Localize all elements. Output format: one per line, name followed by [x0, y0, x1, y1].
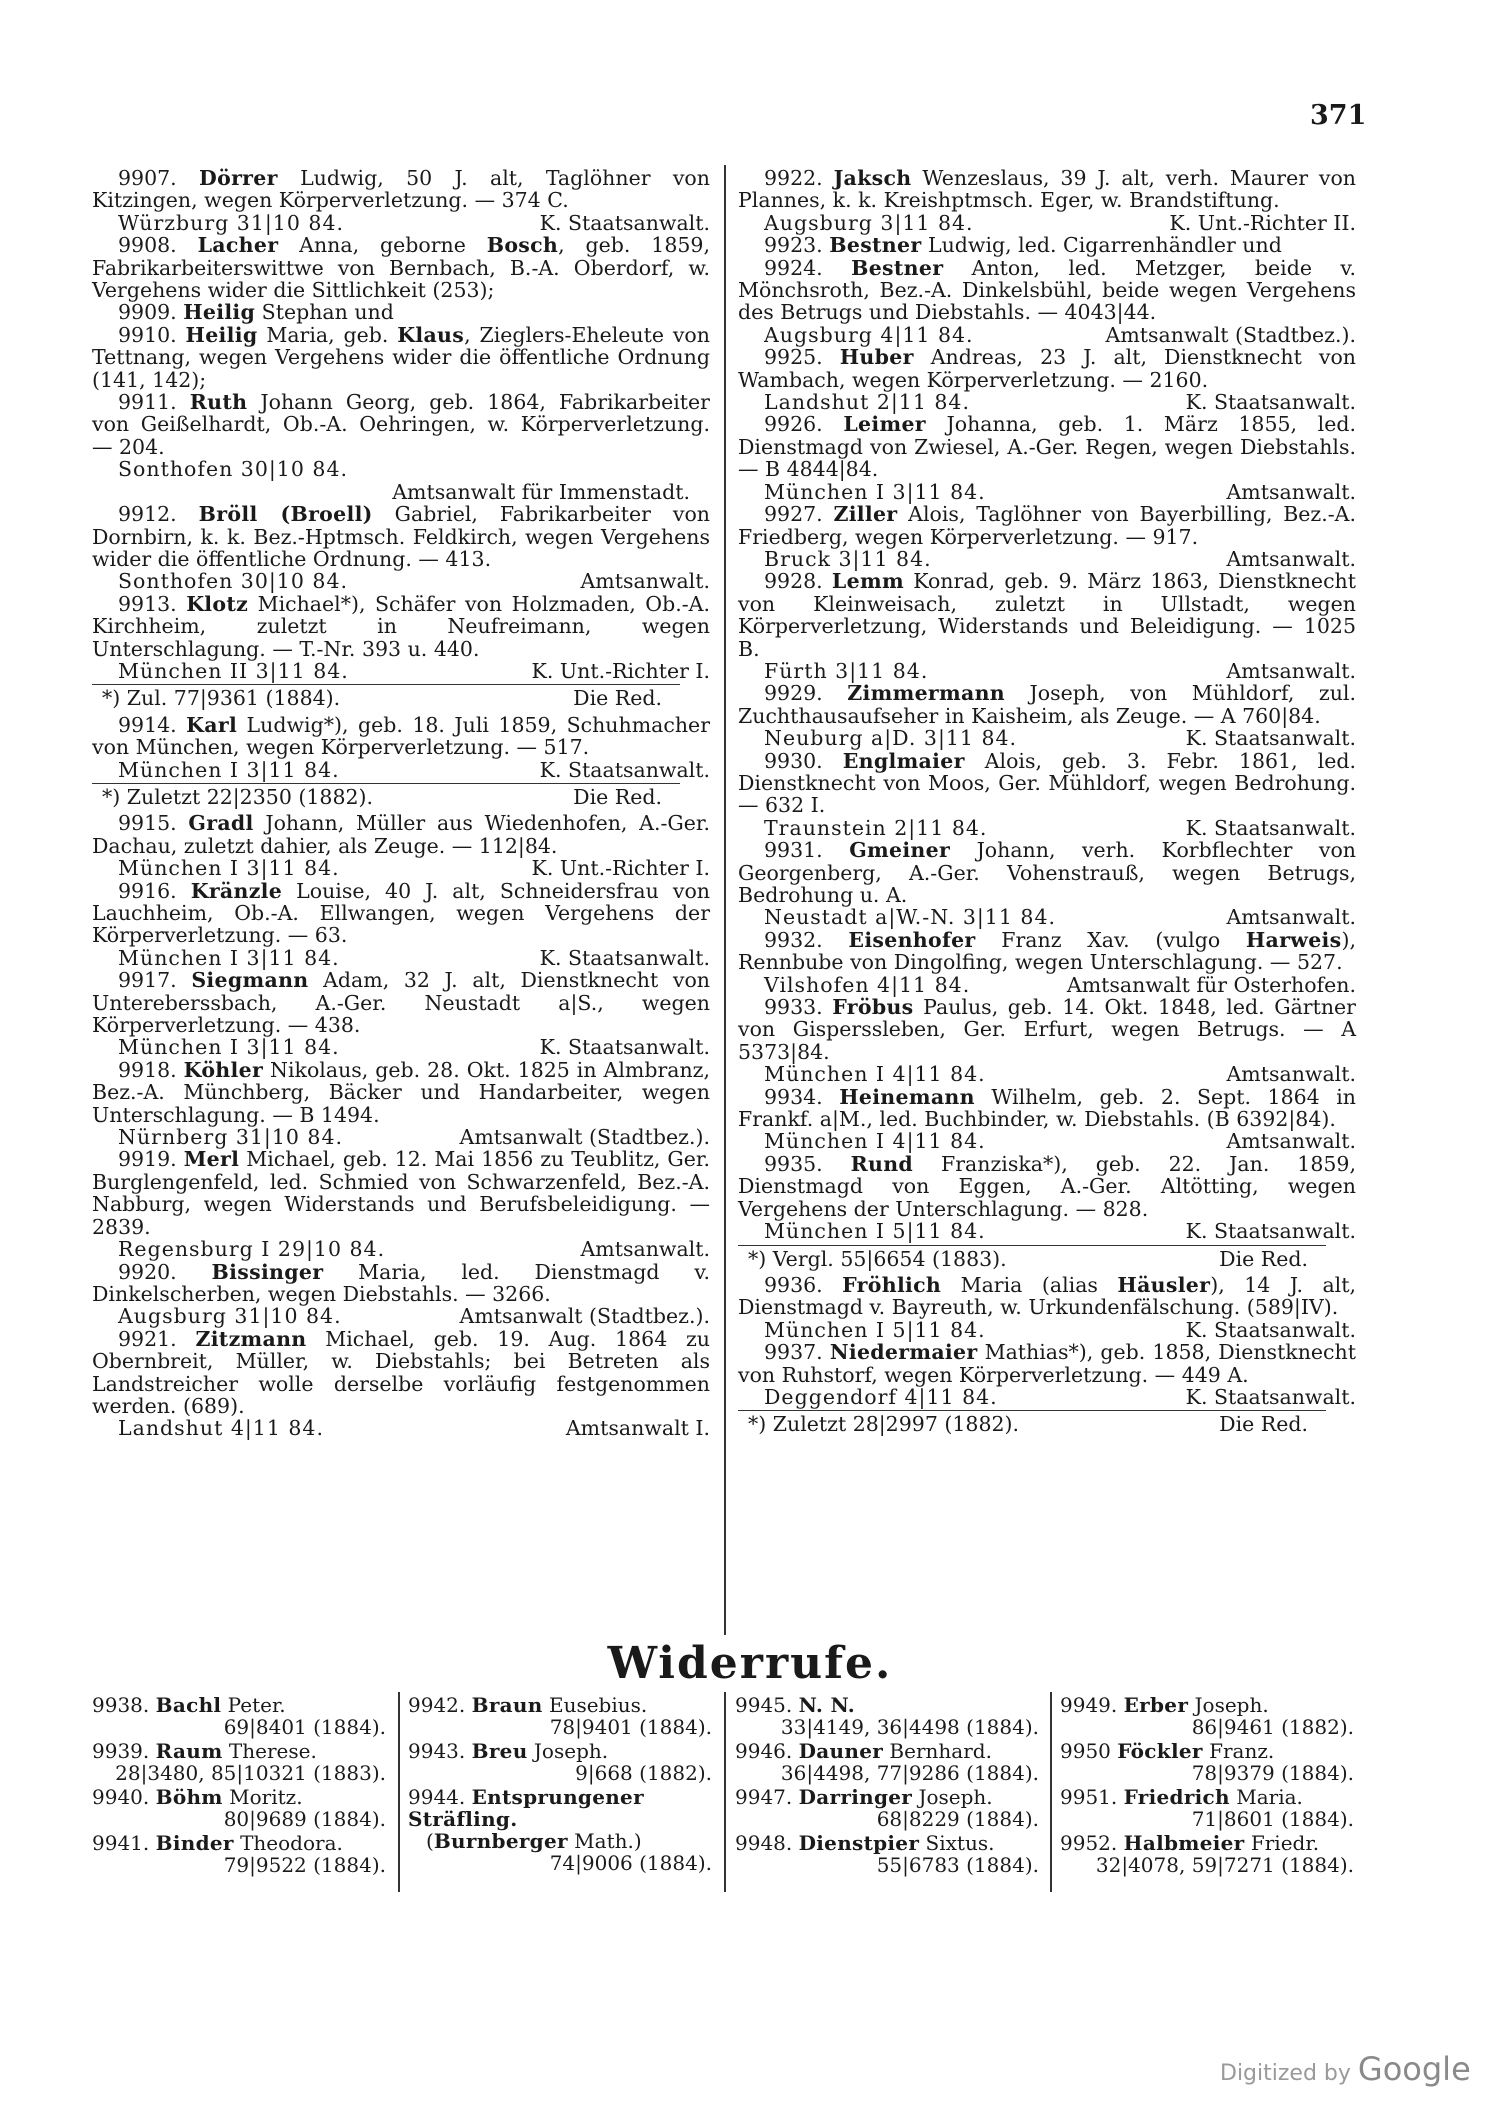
person-name: Darringer: [798, 1785, 913, 1809]
issuing-authority: [738, 1063, 1356, 1085]
person-name: Merl: [183, 1147, 240, 1172]
notice-text: 9935. Rund Franziska*), geb. 22. Jan. 1859, Dienstmagd von Eggen, A.-Ger. Altötting, wegen Vergehens der Unterschlagung. — 828.: [738, 1151, 1356, 1221]
revocation-line: [735, 1786, 1045, 1808]
notice-entry: [92, 880, 710, 970]
revocation-number: 9945.: [735, 1693, 799, 1717]
given-name: Friedr.: [1244, 1831, 1320, 1855]
issuing-authority: [738, 481, 1356, 503]
court-office: K. Staatsanwalt.: [1185, 1384, 1356, 1409]
revocation-item: [1060, 1740, 1360, 1784]
court-place: Traunstein 2|11 84.: [764, 815, 988, 840]
court-office: Amtsanwalt.: [1226, 546, 1356, 571]
revocation-item: [735, 1832, 1045, 1876]
footnote-source: Die Red.: [573, 686, 662, 711]
revocation-column: [1060, 1694, 1360, 1878]
person-name: Englmaier: [842, 748, 965, 773]
gazette-reference: 86|9461 (1882).: [1191, 1715, 1354, 1739]
revocation-number: 9940.: [92, 1785, 156, 1809]
issuing-authority: [738, 1319, 1356, 1341]
court-office: Amtsanwalt.: [1226, 658, 1356, 683]
notice-text: 9932. Eisenhofer Franz Xav. (vulgo Harweis), Rennbube von Dingolfing, wegen Unterschlagung. — 527.: [738, 927, 1356, 975]
page-number: 371: [1310, 100, 1367, 131]
court-office: Amtsanwalt.: [1226, 479, 1356, 504]
given-name: Bernhard.: [883, 1739, 992, 1763]
left-column: [92, 167, 710, 1440]
notice-entry: [738, 167, 1356, 234]
given-name: Maria.: [1229, 1785, 1303, 1809]
given-name: Franz.: [1202, 1739, 1275, 1763]
court-place: München I 3|11 84.: [118, 757, 340, 782]
revocation-line: [735, 1694, 1045, 1716]
revocation-line: [1060, 1786, 1360, 1808]
issuing-authority: [92, 1126, 710, 1148]
revocation-number: 9952.: [1060, 1831, 1124, 1855]
notice-text: 9933. Fröbus Paulus, geb. 14. Okt. 1848, led. Gärtner von Gisperssleben, Ger. Erfurt, wegen Betrugs. — A 5373|84.: [738, 995, 1356, 1064]
revocation-number: 9943.: [408, 1739, 472, 1763]
court-office: Amtsanwalt.: [1226, 905, 1356, 930]
revocation-item: [1060, 1694, 1360, 1738]
notice-text: 9930. Englmaier Alois, geb. 3. Febr. 1861, led. Dienstknecht von Moos, Ger. Mühldorf, wegen Bedrohung. — 632 I.: [738, 748, 1356, 818]
column-divider: [724, 165, 726, 1635]
court-office: Amtsanwalt (Stadtbez.).: [1105, 322, 1356, 347]
notice-entry: [92, 1328, 710, 1440]
person-name: Braun: [471, 1693, 543, 1717]
notice-text: 9934. Heinemann Wilhelm, geb. 2. Sept. 1864 in Frankf. a|M., led. Buchbinder, w. Diebstahls. (B 6392|84).: [738, 1084, 1356, 1132]
court-place: Fürth 3|11 84.: [764, 658, 929, 683]
revocation-number: 9939.: [92, 1739, 156, 1763]
person-name: Leimer: [843, 412, 926, 437]
revocation-line: [92, 1786, 392, 1808]
revocation-divider: [398, 1692, 400, 1892]
person-name: Heilig: [185, 322, 258, 347]
person-name: Heilig: [183, 300, 256, 325]
notice-text: 9920. Bissinger Maria, led. Dienstmagd v. Dinkelscherben, wegen Diebstahls. — 3266.: [92, 1259, 710, 1306]
notice-entry: [738, 413, 1356, 503]
court-office: Amtsanwalt.: [1226, 1062, 1356, 1087]
court-place: Bruck 3|11 84.: [764, 546, 932, 571]
notice-text: 9909. Heilig Stephan und: [118, 300, 394, 325]
notice-text: 9927. Ziller Alois, Taglöhner von Bayerbilling, Bez.-A. Friedberg, wegen Körperverletzung. — 917.: [738, 502, 1356, 549]
revocation-line: [408, 1694, 718, 1716]
footnote-source: Die Red.: [573, 784, 662, 809]
alias-given: Math.: [567, 1829, 634, 1853]
revocation-item: [735, 1694, 1045, 1738]
revocation-item: [735, 1740, 1045, 1784]
revocation-line: [408, 1786, 718, 1830]
gazette-reference: 80|9689 (1884).: [223, 1807, 386, 1831]
issuing-authority: [92, 1036, 710, 1058]
court-office: Amtsanwalt.: [580, 1237, 710, 1262]
revocation-item: [92, 1786, 392, 1830]
court-place: München I 5|11 84.: [764, 1317, 986, 1342]
notice-text: 9925. Huber Andreas, 23 J. alt, Dienstknecht von Wambach, wegen Körperverletzung. — 2160.: [738, 345, 1356, 392]
gazette-reference: 79|9522 (1884).: [223, 1853, 386, 1877]
notice-text: 9910. Heilig Maria, geb. Klaus, Zieglers-Eheleute von Tettnang, wegen Vergehens wider die öffentliche Ordnung (141, 142);: [92, 322, 710, 392]
person-name: Böhm: [155, 1785, 223, 1809]
footnote-text: *) Zuletzt 22|2350 (1882).: [102, 784, 374, 809]
issuing-authority: [92, 570, 710, 592]
notice-text: 9915. Gradl Johann, Müller aus Wiedenhofen, A.-Ger. Dachau, zuletzt dahier, als Zeuge. — 112|84.: [92, 811, 710, 858]
person-name: Zimmermann: [847, 681, 1005, 706]
revocation-line: [735, 1740, 1045, 1762]
notice-entry: [738, 1274, 1356, 1341]
gazette-reference: 69|8401 (1884).: [223, 1715, 386, 1739]
person-name: Fröbus: [832, 995, 914, 1020]
person-name: Bachl: [155, 1693, 222, 1717]
footnote-text: *) Zul. 77|9361 (1884).: [102, 686, 341, 711]
revocation-divider: [1050, 1692, 1052, 1892]
notice-text: 9926. Leimer Johanna, geb. 1. März 1855, led. Dienstmagd von Zwiesel, A.-Ger. Regen, wegen Diebstahls. — B 4844|84.: [738, 412, 1356, 482]
footnote-text: *) Zuletzt 28|2997 (1882).: [748, 1412, 1020, 1437]
court-office: K. Unt.-Richter I.: [531, 856, 710, 881]
issuing-authority: [738, 1386, 1356, 1408]
court-place: München I 4|11 84.: [764, 1062, 986, 1087]
given-name: Joseph.: [527, 1739, 609, 1763]
revocation-item: [92, 1694, 392, 1738]
person-name: Dienstpier: [798, 1831, 920, 1855]
court-place: Deggendorf 4|11 84.: [764, 1384, 998, 1409]
revocation-line: [92, 1740, 392, 1762]
person-name: Friedrich: [1123, 1785, 1230, 1809]
notice-entry: [92, 301, 710, 323]
notice-text: 9937. Niedermaier Mathias*), geb. 1858, Dienstknecht von Ruhstorf, wegen Körperverletzung. — 449 A.: [738, 1340, 1356, 1387]
court-place: München II 3|11 84.: [118, 658, 349, 683]
given-name: Eusebius.: [542, 1693, 648, 1717]
court-place: Augsburg 31|10 84.: [118, 1304, 342, 1329]
person-name: Jaksch: [833, 166, 912, 190]
revocation-item: [92, 1740, 392, 1784]
person-name: Binder: [155, 1831, 234, 1855]
issuing-authority: [738, 727, 1356, 749]
court-place: Landshut 4|11 84.: [118, 1416, 324, 1441]
notice-entry: [738, 570, 1356, 682]
revocation-line: [92, 1832, 392, 1854]
issuing-authority: [738, 974, 1356, 996]
notice-entry: [738, 234, 1356, 256]
person-name: Entsprungener Sträfling.: [408, 1785, 644, 1831]
court-place: Augsburg 4|11 84.: [764, 322, 974, 347]
footnote-source: Die Red.: [1219, 1246, 1308, 1271]
issuing-authority: [738, 324, 1356, 346]
person-name: Bestner: [829, 233, 922, 258]
court-place: Neustadt a|W.-N. 3|11 84.: [764, 905, 1057, 930]
court-office: K. Staatsanwalt.: [539, 757, 710, 782]
court-place: Neuburg a|D. 3|11 84.: [764, 726, 1018, 751]
notice-entry: [92, 167, 710, 234]
person-name: Föckler: [1117, 1739, 1203, 1763]
court-place: Würzburg 31|10 84.: [118, 210, 345, 235]
editor-footnote: [92, 783, 680, 810]
notice-text: 9931. Gmeiner Johann, verh. Korbflechter von Georgenberg, A.-Ger. Vohenstrauß, wegen Betrugs, Bedrohung u. A.: [738, 838, 1356, 907]
person-name: Gmeiner: [849, 838, 951, 863]
revocation-number: 9948.: [735, 1831, 799, 1855]
issuing-authority: [92, 857, 710, 879]
footnote-text: *) Vergl. 55|6654 (1883).: [748, 1246, 1007, 1271]
court-place: Nürnberg 31|10 84.: [118, 1125, 344, 1150]
court-office: K. Staatsanwalt.: [539, 210, 710, 235]
person-name: Bosch: [486, 233, 559, 258]
revocation-line: [1060, 1694, 1360, 1716]
revocation-column: [92, 1694, 392, 1878]
revocation-column: [735, 1694, 1045, 1878]
revocation-line: [735, 1832, 1045, 1854]
notice-entry: [738, 1086, 1356, 1153]
revocation-line: [1060, 1832, 1360, 1854]
notice-entry: [92, 391, 710, 503]
issuing-authority: [92, 660, 710, 682]
person-name: Heinemann: [839, 1084, 975, 1109]
given-name: Moritz.: [222, 1785, 303, 1809]
court-place: Augsburg 3|11 84.: [764, 210, 974, 235]
court-place: München I 3|11 84.: [764, 479, 986, 504]
person-name: Bröll (Broell): [198, 502, 373, 527]
given-name: Peter.: [221, 1693, 286, 1717]
revocation-number: 9942.: [408, 1693, 472, 1717]
person-name: Eisenhofer: [848, 927, 976, 952]
given-name: Theodora.: [233, 1831, 343, 1855]
issuing-authority: [738, 1220, 1356, 1242]
notice-entry: [92, 1261, 710, 1328]
digitized-watermark: [1220, 2050, 1471, 2088]
issuing-authority: [92, 1238, 710, 1260]
person-name: Fröhlich: [842, 1272, 942, 1297]
issuing-authority: [92, 1417, 710, 1439]
issuing-authority: [738, 906, 1356, 928]
court-office: K. Staatsanwalt.: [1185, 390, 1356, 415]
notice-text: 9918. Köhler Nikolaus, geb. 28. Okt. 1825 in Almbranz, Bez.-A. Münchberg, Bäcker und Handarbeiter, wegen Unterschlagung. — B 1494.: [92, 1057, 710, 1127]
google-logo: Google: [1357, 2050, 1471, 2088]
revocation-number: 9951.: [1060, 1785, 1124, 1809]
gazette-reference: 32|4078, 59|7271 (1884).: [1095, 1853, 1354, 1877]
person-name: Klaus: [397, 322, 465, 347]
person-name: Rund: [850, 1151, 914, 1176]
person-name: N. N.: [798, 1693, 856, 1717]
court-place: Sonthofen 30|10 84.: [118, 569, 349, 594]
notice-text: 9912. Bröll (Broell) Gabriel, Fabrikarbeiter von Dornbirn, k. k. Bez.-Hptmsch. Feldkirch, wegen Vergehens wider die öffentliche Ordnung. — 413.: [92, 502, 710, 571]
notice-text: 9922. Jaksch Wenzeslaus, 39 J. alt, verh. Maurer von Plannes, k. k. Kreishptmsch. Eger, w. Brandstiftung.: [738, 166, 1356, 213]
notice-text: 9921. Zitzmann Michael, geb. 19. Aug. 1864 zu Obernbreit, Müller, w. Diebstahls; bei Betreten als Landstreicher wolle derselbe vorläufig festgenommen werden. (689).: [92, 1326, 710, 1418]
person-name: Zitzmann: [195, 1326, 307, 1351]
gazette-reference: 68|8229 (1884).: [876, 1807, 1039, 1831]
revocation-number: 9946.: [735, 1739, 799, 1763]
revocation-number: 9938.: [92, 1693, 156, 1717]
notice-entry: [92, 1148, 710, 1260]
notice-entry: [738, 682, 1356, 749]
gazette-reference: 71|8601 (1884).: [1191, 1807, 1354, 1831]
issuing-authority: [738, 1130, 1356, 1152]
revocation-item: [92, 1832, 392, 1876]
person-name: Halbmeier: [1123, 1831, 1245, 1855]
notice-text: 9907. Dörrer Ludwig, 50 J. alt, Taglöhner von Kitzingen, wegen Körperverletzung. — 374 C.: [92, 166, 710, 213]
revocation-item: [408, 1786, 718, 1874]
watermark-prefix: Digitized by: [1220, 2061, 1351, 2086]
person-name: Klotz: [186, 591, 249, 616]
court-office: K. Staatsanwalt.: [1185, 1219, 1356, 1244]
revocation-divider: [724, 1692, 726, 1892]
issuing-authority: [92, 1305, 710, 1327]
notice-text: 9916. Kränzle Louise, 40 J. alt, Schneidersfrau von Lauchheim, Ob.-A. Ellwangen, wegen Vergehens der Körperverletzung. — 63.: [92, 878, 710, 948]
given-name: Joseph.: [1188, 1693, 1269, 1717]
issuing-authority: [92, 458, 710, 503]
revocation-number: 9941.: [92, 1831, 156, 1855]
court-place: Vilshofen 4|11 84.: [764, 972, 971, 997]
notice-text: 9923. Bestner Ludwig, led. Cigarrenhändler und: [764, 233, 1282, 258]
gazette-reference: 9|668 (1882).: [575, 1761, 712, 1785]
court-place: München I 3|11 84.: [118, 856, 340, 881]
revocation-line: [92, 1694, 392, 1716]
revocation-alias: (Burnberger Math.): [426, 1829, 642, 1853]
person-name: Bissinger: [211, 1259, 324, 1284]
notice-entry: [738, 929, 1356, 996]
court-office: K. Staatsanwalt.: [1185, 726, 1356, 751]
person-name: Niedermaier: [829, 1340, 978, 1365]
revocation-line: [1060, 1740, 1360, 1762]
revocation-number: 9947.: [735, 1785, 799, 1809]
gazette-reference: 28|3480, 85|10321 (1883).: [115, 1761, 386, 1785]
issuing-authority: [738, 212, 1356, 234]
notice-entry: [738, 996, 1356, 1086]
court-office: Amtsanwalt für Osterhofen.: [1066, 972, 1356, 997]
notice-entry: [738, 839, 1356, 929]
revocation-column: [408, 1694, 718, 1876]
person-name: Lemm: [831, 569, 904, 594]
person-name: Ruth: [189, 390, 248, 415]
revocation-number: 9949.: [1060, 1693, 1124, 1717]
court-office: K. Staatsanwalt.: [539, 945, 710, 970]
court-place: München I 3|11 84.: [118, 1035, 340, 1060]
person-name: Raum: [155, 1739, 223, 1763]
court-office: K. Unt.-Richter II.: [1169, 210, 1356, 235]
court-office: K. Staatsanwalt.: [1185, 1317, 1356, 1342]
notice-entry: [92, 593, 710, 712]
alias-name: Burnberger: [433, 1829, 568, 1853]
notice-text: 9917. Siegmann Adam, 32 J. alt, Dienstknecht von Untereberssbach, A.-Ger. Neustadt a|S., wegen Körperverletzung. — 438.: [92, 968, 710, 1038]
issuing-authority: [92, 947, 710, 969]
issuing-authority: [92, 759, 710, 781]
notice-text: 9936. Fröhlich Maria (alias Häusler), 14 J. alt, Dienstmagd v. Bayreuth, w. Urkundenfälschung. (589|IV).: [738, 1272, 1356, 1320]
notice-entry: [738, 1153, 1356, 1272]
court-place: München I 5|11 84.: [764, 1219, 986, 1244]
court-place: München I 4|11 84.: [764, 1129, 986, 1154]
notice-text: 9929. Zimmermann Joseph, von Mühldorf, zul. Zuchthausaufseher in Kaisheim, als Zeuge. — A 760|84.: [738, 681, 1356, 728]
notice-entry: [738, 346, 1356, 413]
notice-entry: [92, 324, 710, 391]
notice-entry: [92, 1059, 710, 1149]
court-office: Amtsanwalt (Stadtbez.).: [459, 1125, 710, 1150]
notice-entry: [738, 257, 1356, 347]
editor-footnote: [738, 1410, 1326, 1437]
person-name: Ziller: [833, 502, 898, 527]
revocation-number: 9944.: [408, 1785, 472, 1809]
court-office: K. Staatsanwalt.: [539, 1035, 710, 1060]
notice-entry: [92, 714, 710, 811]
person-name: Kränzle: [190, 878, 283, 903]
editor-footnote: [738, 1245, 1326, 1272]
editor-footnote: [92, 684, 680, 711]
right-column: [738, 167, 1356, 1440]
gazette-reference: 78|9379 (1884).: [1191, 1761, 1354, 1785]
notice-text: 9913. Klotz Michael*), Schäfer von Holzmaden, Ob.-A. Kirchheim, zuletzt in Neufreimann, wegen Unterschlagung. — T.-Nr. 393 u. 440.: [92, 591, 710, 661]
court-place: München I 3|11 84.: [118, 945, 340, 970]
revocation-line: [408, 1740, 718, 1762]
person-name: Karl: [186, 712, 238, 737]
issuing-authority: [92, 212, 710, 234]
gazette-reference: 33|4149, 36|4498 (1884).: [780, 1715, 1039, 1739]
notice-entry: [92, 503, 710, 593]
person-name: Dauner: [798, 1739, 884, 1763]
court-office: K. Staatsanwalt.: [1185, 815, 1356, 840]
given-name: Joseph.: [912, 1785, 993, 1809]
gazette-reference: 55|6783 (1884).: [876, 1853, 1039, 1877]
court-office: Amtsanwalt I.: [565, 1416, 710, 1441]
revocation-number: 9950: [1060, 1739, 1118, 1763]
given-name: Sixtus.: [919, 1831, 995, 1855]
notice-text: 9908. Lacher Anna, geborne Bosch, geb. 1859, Fabrikarbeiterswittwe von Bernbach, B.-A. Oberdorf, w. Vergehens wider die Sittlichkeit (253);: [92, 233, 710, 303]
court-place: Regensburg I 29|10 84.: [118, 1237, 386, 1262]
person-name: Lacher: [197, 233, 279, 258]
issuing-authority: [738, 817, 1356, 839]
gazette-reference: 74|9006 (1884).: [549, 1851, 712, 1875]
person-name: Gradl: [188, 811, 254, 836]
notice-entry: [92, 234, 710, 301]
notice-text: 9924. Bestner Anton, led. Metzger, beide v. Mönchsroth, Bez.-A. Dinkelsbühl, beide wegen Vergehens des Betrugs und Diebstahls. — 4043|44.: [738, 255, 1356, 325]
revocation-item: [408, 1740, 718, 1784]
person-name: Bestner: [851, 255, 944, 280]
gazette-reference: 36|4498, 77|9286 (1884).: [780, 1761, 1039, 1785]
revocation-item: [1060, 1786, 1360, 1830]
court-office: Amtsanwalt für Immenstadt.: [392, 479, 690, 504]
notice-text: 9928. Lemm Konrad, geb. 9. März 1863, Dienstknecht von Kleinweisach, zuletzt in Ullstadt, wegen Körperverletzung, Widerstands und Beleidigung. — 1025 B.: [738, 569, 1356, 661]
court-office: K. Unt.-Richter I.: [531, 658, 710, 683]
person-name: Huber: [839, 345, 914, 370]
court-place: Sonthofen 30|10 84.: [118, 457, 349, 482]
section-heading: Widerrufe.: [607, 1638, 893, 1689]
gazette-reference: 78|9401 (1884).: [549, 1715, 712, 1739]
person-name: Köhler: [183, 1057, 264, 1082]
revocation-item: [408, 1694, 718, 1738]
revocation-item: [1060, 1832, 1360, 1876]
notice-text: 9911. Ruth Johann Georg, geb. 1864, Fabrikarbeiter von Geißelhardt, Ob.-A. Oehringen, w. Körperverletzung. — 204.: [92, 390, 710, 459]
court-office: Amtsanwalt (Stadtbez.).: [459, 1304, 710, 1329]
person-name: Dörrer: [199, 166, 278, 190]
court-office: Amtsanwalt.: [580, 569, 710, 594]
person-name: Breu: [471, 1739, 528, 1763]
notice-entry: [738, 750, 1356, 840]
person-name: Siegmann: [191, 968, 309, 993]
person-name: Harweis: [1245, 927, 1342, 952]
given-name: Therese.: [222, 1739, 317, 1763]
notice-entry: [738, 1341, 1356, 1438]
notice-entry: [738, 503, 1356, 570]
issuing-authority: [738, 391, 1356, 413]
notice-text: 9914. Karl Ludwig*), geb. 18. Juli 1859, Schuhmacher von München, wegen Körperverletzung. — 517.: [92, 712, 710, 760]
person-name: Häusler: [1117, 1272, 1211, 1297]
notice-text: 9919. Merl Michael, geb. 12. Mai 1856 zu Teublitz, Ger. Burglengenfeld, led. Schmied von Schwarzenfeld, Bez.-A. Nabburg, wegen Widerstands und Berufsbeleidigung. — 2839.: [92, 1147, 710, 1239]
court-place: Landshut 2|11 84.: [764, 390, 970, 415]
notice-entry: [92, 969, 710, 1059]
issuing-authority: [738, 660, 1356, 682]
person-name: Erber: [1123, 1693, 1189, 1717]
footnote-source: Die Red.: [1219, 1412, 1308, 1437]
revocation-item: [735, 1786, 1045, 1830]
court-office: Amtsanwalt.: [1226, 1129, 1356, 1154]
issuing-authority: [738, 548, 1356, 570]
notice-entry: [92, 812, 710, 879]
